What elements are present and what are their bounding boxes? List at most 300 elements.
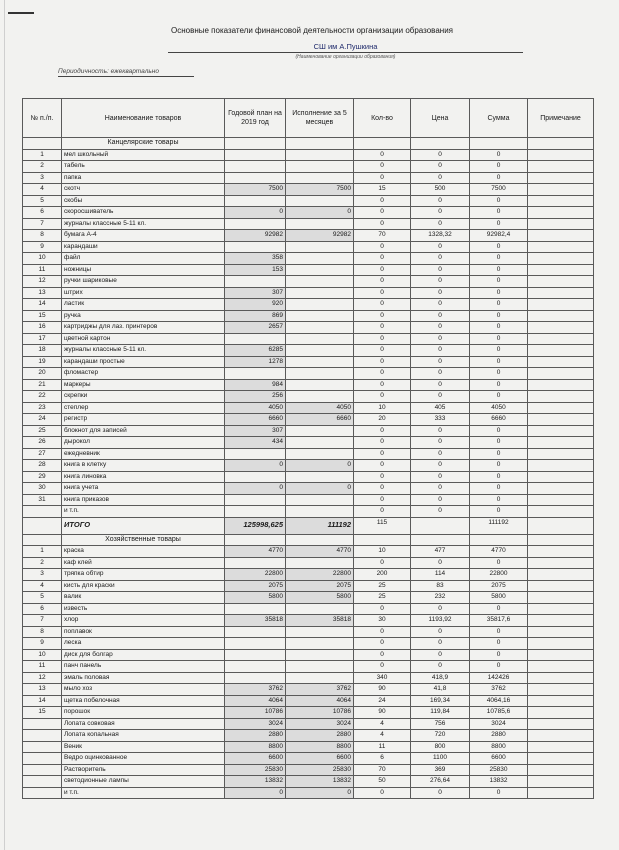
- sum-value: 0: [470, 557, 528, 569]
- qty-value: 11: [354, 741, 411, 753]
- exec-value: [286, 603, 354, 615]
- price-value: 0: [411, 195, 470, 207]
- qty-value: 0: [354, 172, 411, 184]
- item-name: скобы: [62, 195, 225, 207]
- item-name: и т.п.: [62, 506, 225, 518]
- exec-value: [286, 448, 354, 460]
- note-cell: [528, 425, 594, 437]
- row-number: 23: [23, 402, 62, 414]
- item-name: степлер: [62, 402, 225, 414]
- sum-value: 0: [470, 345, 528, 357]
- note-cell: [528, 546, 594, 558]
- table-row: [23, 707, 594, 719]
- item-name: журналы классные 5-11 кл.: [62, 345, 225, 357]
- sum-value: 0: [470, 287, 528, 299]
- periodicity: Периодичность: ежеквартально: [58, 68, 194, 77]
- sum-value: 13832: [470, 776, 528, 788]
- note-cell: [528, 764, 594, 776]
- qty-value: 340: [354, 672, 411, 684]
- qty-value: 50: [354, 776, 411, 788]
- plan-value: 0: [225, 483, 286, 495]
- item-name: ручки шариковые: [62, 276, 225, 288]
- qty-value: 4: [354, 730, 411, 742]
- price-value: 0: [411, 483, 470, 495]
- sum-value: 0: [470, 638, 528, 650]
- price-value: 0: [411, 345, 470, 357]
- plan-value: 4064: [225, 695, 286, 707]
- note-cell: [528, 333, 594, 345]
- exec-value: [286, 264, 354, 276]
- table-row: [23, 615, 594, 627]
- qty-value: 0: [354, 649, 411, 661]
- plan-value: [225, 149, 286, 161]
- row-number: 11: [23, 264, 62, 276]
- note-cell: [528, 776, 594, 788]
- note-cell: [528, 661, 594, 673]
- price-value: 0: [411, 241, 470, 253]
- price-value: 0: [411, 391, 470, 403]
- col-num-header: № п./п.: [23, 99, 62, 138]
- qty-value: 25: [354, 592, 411, 604]
- item-name: валик: [62, 592, 225, 604]
- col-qty-header: Кол-во: [354, 99, 411, 138]
- table-row: [23, 333, 594, 345]
- note-cell: [528, 707, 594, 719]
- plan-value: 0: [225, 207, 286, 219]
- row-number: 3: [23, 172, 62, 184]
- sum-value: 0: [470, 368, 528, 380]
- item-name: и т.п.: [62, 787, 225, 799]
- qty-value: 0: [354, 218, 411, 230]
- table-row: [23, 557, 594, 569]
- item-name: картриджы для лаз. принтеров: [62, 322, 225, 334]
- col-exec-header: Исполнение за 5 месяцев: [286, 99, 354, 138]
- plan-value: 8800: [225, 741, 286, 753]
- exec-value: [286, 494, 354, 506]
- price-value: 0: [411, 460, 470, 472]
- exec-value: [286, 379, 354, 391]
- row-number: 9: [23, 638, 62, 650]
- qty-value: 0: [354, 379, 411, 391]
- col-note-header: Примечание: [528, 99, 594, 138]
- item-name: цветной картон: [62, 333, 225, 345]
- qty-value: 6: [354, 753, 411, 765]
- total-row: [23, 517, 594, 534]
- sum-value: 8800: [470, 741, 528, 753]
- price-value: 0: [411, 425, 470, 437]
- row-number: 8: [23, 626, 62, 638]
- sum-value: 0: [470, 253, 528, 265]
- plan-value: 35818: [225, 615, 286, 627]
- col-sum-header: Сумма: [470, 99, 528, 138]
- row-number: 22: [23, 391, 62, 403]
- price-value: 0: [411, 333, 470, 345]
- price-value: 0: [411, 172, 470, 184]
- price-value: 0: [411, 322, 470, 334]
- price-value: 169,34: [411, 695, 470, 707]
- note-cell: [528, 494, 594, 506]
- sum-value: 0: [470, 356, 528, 368]
- price-value: 0: [411, 299, 470, 311]
- item-name: папка: [62, 172, 225, 184]
- exec-value: 0: [286, 483, 354, 495]
- item-name: Лопата копальная: [62, 730, 225, 742]
- sum-value: 4064,16: [470, 695, 528, 707]
- exec-value: 22800: [286, 569, 354, 581]
- plan-value: [225, 172, 286, 184]
- exec-value: 3024: [286, 718, 354, 730]
- note-cell: [528, 207, 594, 219]
- price-value: 405: [411, 402, 470, 414]
- note-cell: [528, 592, 594, 604]
- plan-value: 2880: [225, 730, 286, 742]
- note-cell: [528, 391, 594, 403]
- price-value: 0: [411, 557, 470, 569]
- item-name: книга приказов: [62, 494, 225, 506]
- exec-value: 92982: [286, 230, 354, 242]
- row-number: 15: [23, 310, 62, 322]
- note-cell: [528, 649, 594, 661]
- sum-value: 0: [470, 299, 528, 311]
- price-value: 333: [411, 414, 470, 426]
- note-cell: [528, 230, 594, 242]
- exec-value: 25830: [286, 764, 354, 776]
- note-cell: [528, 172, 594, 184]
- plan-value: [225, 276, 286, 288]
- table-row: [23, 149, 594, 161]
- item-name: кисть для краски: [62, 580, 225, 592]
- qty-value: 0: [354, 161, 411, 173]
- exec-value: 2075: [286, 580, 354, 592]
- table-row: [23, 391, 594, 403]
- note-cell: [528, 184, 594, 196]
- table-row: [23, 322, 594, 334]
- item-name: тряпка обтир: [62, 569, 225, 581]
- price-value: 0: [411, 506, 470, 518]
- qty-value: 0: [354, 149, 411, 161]
- qty-value: 0: [354, 264, 411, 276]
- note-cell: [528, 241, 594, 253]
- price-value: 0: [411, 356, 470, 368]
- table-row: [23, 276, 594, 288]
- qty-value: 90: [354, 707, 411, 719]
- finance-table: [22, 98, 594, 799]
- qty-value: 0: [354, 333, 411, 345]
- price-value: 0: [411, 264, 470, 276]
- table-row: [23, 264, 594, 276]
- item-name: штрих: [62, 287, 225, 299]
- plan-value: 6285: [225, 345, 286, 357]
- sum-value: 4050: [470, 402, 528, 414]
- price-value: 369: [411, 764, 470, 776]
- note-cell: [528, 471, 594, 483]
- row-number: [23, 753, 62, 765]
- qty-value: 0: [354, 276, 411, 288]
- table-row: [23, 649, 594, 661]
- table-row: [23, 580, 594, 592]
- sum-value: 10785,6: [470, 707, 528, 719]
- sum-value: 5800: [470, 592, 528, 604]
- plan-value: 2657: [225, 322, 286, 334]
- note-cell: [528, 718, 594, 730]
- exec-value: 13832: [286, 776, 354, 788]
- row-number: 7: [23, 615, 62, 627]
- sum-value: 0: [470, 379, 528, 391]
- qty-value: 0: [354, 494, 411, 506]
- exec-value: [286, 626, 354, 638]
- sum-value: 0: [470, 626, 528, 638]
- qty-value: 70: [354, 764, 411, 776]
- row-number: 20: [23, 368, 62, 380]
- note-cell: [528, 276, 594, 288]
- exec-value: [286, 471, 354, 483]
- row-number: 25: [23, 425, 62, 437]
- row-number: 4: [23, 580, 62, 592]
- item-name: краска: [62, 546, 225, 558]
- price-value: 1328,32: [411, 230, 470, 242]
- table-row: [23, 448, 594, 460]
- total-label: ИТОГО: [62, 517, 225, 534]
- sum-value: 0: [470, 207, 528, 219]
- exec-value: 8800: [286, 741, 354, 753]
- table-row: [23, 161, 594, 173]
- plan-value: 0: [225, 460, 286, 472]
- section-title: Хозяйственные товары: [62, 534, 225, 546]
- qty-value: 25: [354, 580, 411, 592]
- price-value: 1100: [411, 753, 470, 765]
- plan-value: 3762: [225, 684, 286, 696]
- row-number: 18: [23, 345, 62, 357]
- qty-value: 30: [354, 615, 411, 627]
- sum-value: 25830: [470, 764, 528, 776]
- exec-value: 0: [286, 787, 354, 799]
- note-cell: [528, 414, 594, 426]
- plan-value: 5800: [225, 592, 286, 604]
- qty-value: 10: [354, 546, 411, 558]
- table-row: [23, 460, 594, 472]
- sum-value: 0: [470, 448, 528, 460]
- table-row: [23, 356, 594, 368]
- item-name: скрепки: [62, 391, 225, 403]
- organization-caption: (Наименование организации образования): [295, 54, 396, 60]
- price-value: 1193,92: [411, 615, 470, 627]
- qty-value: 0: [354, 460, 411, 472]
- exec-value: [286, 161, 354, 173]
- row-number: 3: [23, 569, 62, 581]
- exec-value: 35818: [286, 615, 354, 627]
- exec-value: [286, 649, 354, 661]
- item-name: карандаши простые: [62, 356, 225, 368]
- price-value: 232: [411, 592, 470, 604]
- sum-value: 3762: [470, 684, 528, 696]
- table-row: [23, 592, 594, 604]
- plan-value: [225, 471, 286, 483]
- item-name: панч панель: [62, 661, 225, 673]
- exec-value: 0: [286, 460, 354, 472]
- note-cell: [528, 787, 594, 799]
- plan-value: [225, 218, 286, 230]
- note-cell: [528, 195, 594, 207]
- plan-value: 4770: [225, 546, 286, 558]
- item-name: журналы классные 5-11 кл.: [62, 218, 225, 230]
- qty-value: 0: [354, 787, 411, 799]
- plan-value: 10786: [225, 707, 286, 719]
- table-row: [23, 695, 594, 707]
- plan-value: 13832: [225, 776, 286, 788]
- price-value: 720: [411, 730, 470, 742]
- plan-value: 153: [225, 264, 286, 276]
- row-number: 27: [23, 448, 62, 460]
- row-number: [23, 787, 62, 799]
- item-name: табель: [62, 161, 225, 173]
- item-name: эмаль половая: [62, 672, 225, 684]
- row-number: 29: [23, 471, 62, 483]
- plan-value: 307: [225, 425, 286, 437]
- exec-value: [286, 638, 354, 650]
- sum-value: 0: [470, 460, 528, 472]
- table-row: [23, 218, 594, 230]
- qty-value: 200: [354, 569, 411, 581]
- item-name: известь: [62, 603, 225, 615]
- sum-value: 6660: [470, 414, 528, 426]
- col-name-header: Наименование товаров: [62, 99, 225, 138]
- item-name: бумага А-4: [62, 230, 225, 242]
- plan-value: [225, 494, 286, 506]
- total-exec: 111192: [286, 517, 354, 534]
- sum-value: 142426: [470, 672, 528, 684]
- plan-value: 6600: [225, 753, 286, 765]
- document-title: Основные показатели финансовой деятельности организации образования: [170, 26, 454, 35]
- item-name: маркеры: [62, 379, 225, 391]
- section-title: Канцелярские товары: [62, 138, 225, 150]
- exec-value: [286, 356, 354, 368]
- sum-value: 2075: [470, 580, 528, 592]
- note-cell: [528, 569, 594, 581]
- sum-value: 22800: [470, 569, 528, 581]
- plan-value: 7500: [225, 184, 286, 196]
- exec-value: 0: [286, 207, 354, 219]
- item-name: регистр: [62, 414, 225, 426]
- note-cell: [528, 580, 594, 592]
- price-value: 0: [411, 310, 470, 322]
- price-value: 418,9: [411, 672, 470, 684]
- table-row: [23, 603, 594, 615]
- note-cell: [528, 753, 594, 765]
- qty-value: 15: [354, 184, 411, 196]
- note-cell: [528, 149, 594, 161]
- note-cell: [528, 345, 594, 357]
- item-name: леска: [62, 638, 225, 650]
- note-cell: [528, 603, 594, 615]
- qty-value: 0: [354, 603, 411, 615]
- table-row: [23, 787, 594, 799]
- row-number: 14: [23, 695, 62, 707]
- qty-value: 0: [354, 557, 411, 569]
- total-sum: 111192: [470, 517, 528, 534]
- plan-value: 434: [225, 437, 286, 449]
- row-number: 19: [23, 356, 62, 368]
- item-name: блокнот для записей: [62, 425, 225, 437]
- item-name: файл: [62, 253, 225, 265]
- table-row: [23, 437, 594, 449]
- price-value: 0: [411, 437, 470, 449]
- price-value: 0: [411, 276, 470, 288]
- note-cell: [528, 437, 594, 449]
- price-value: 477: [411, 546, 470, 558]
- qty-value: 4: [354, 718, 411, 730]
- price-value: 500: [411, 184, 470, 196]
- item-name: ластик: [62, 299, 225, 311]
- plan-value: [225, 672, 286, 684]
- row-number: 7: [23, 218, 62, 230]
- table-row: [23, 207, 594, 219]
- sum-value: 0: [470, 603, 528, 615]
- item-name: щетка побелочная: [62, 695, 225, 707]
- sum-value: 0: [470, 218, 528, 230]
- item-name: Ведро оцинкованное: [62, 753, 225, 765]
- note-cell: [528, 448, 594, 460]
- row-number: 28: [23, 460, 62, 472]
- qty-value: 10: [354, 402, 411, 414]
- item-name: фломастер: [62, 368, 225, 380]
- row-number: 17: [23, 333, 62, 345]
- table-row: [23, 483, 594, 495]
- plan-value: [225, 626, 286, 638]
- price-value: 0: [411, 287, 470, 299]
- price-value: 0: [411, 661, 470, 673]
- table-row: [23, 684, 594, 696]
- exec-value: 10786: [286, 707, 354, 719]
- note-cell: [528, 483, 594, 495]
- table-row: [23, 494, 594, 506]
- qty-value: 0: [354, 253, 411, 265]
- price-value: 119,84: [411, 707, 470, 719]
- price-value: 41,8: [411, 684, 470, 696]
- table-header-row: [23, 99, 594, 138]
- page-edge: [4, 0, 5, 850]
- row-number: 2: [23, 161, 62, 173]
- table-row: [23, 638, 594, 650]
- plan-value: 984: [225, 379, 286, 391]
- price-value: 0: [411, 626, 470, 638]
- row-number: 5: [23, 592, 62, 604]
- plan-value: 4050: [225, 402, 286, 414]
- price-value: 0: [411, 379, 470, 391]
- note-cell: [528, 557, 594, 569]
- col-price-header: Цена: [411, 99, 470, 138]
- exec-value: [286, 425, 354, 437]
- row-number: 1: [23, 546, 62, 558]
- row-number: 24: [23, 414, 62, 426]
- row-number: 2: [23, 557, 62, 569]
- plan-value: 2075: [225, 580, 286, 592]
- exec-value: 2880: [286, 730, 354, 742]
- sum-value: 0: [470, 661, 528, 673]
- item-name: порошок: [62, 707, 225, 719]
- item-name: ручка: [62, 310, 225, 322]
- item-name: книга линовка: [62, 471, 225, 483]
- item-name: дырокол: [62, 437, 225, 449]
- note-cell: [528, 299, 594, 311]
- row-number: 10: [23, 253, 62, 265]
- price-value: 114: [411, 569, 470, 581]
- sum-value: 2880: [470, 730, 528, 742]
- exec-value: [286, 672, 354, 684]
- exec-value: [286, 661, 354, 673]
- plan-value: [225, 638, 286, 650]
- exec-value: 4050: [286, 402, 354, 414]
- note-cell: [528, 506, 594, 518]
